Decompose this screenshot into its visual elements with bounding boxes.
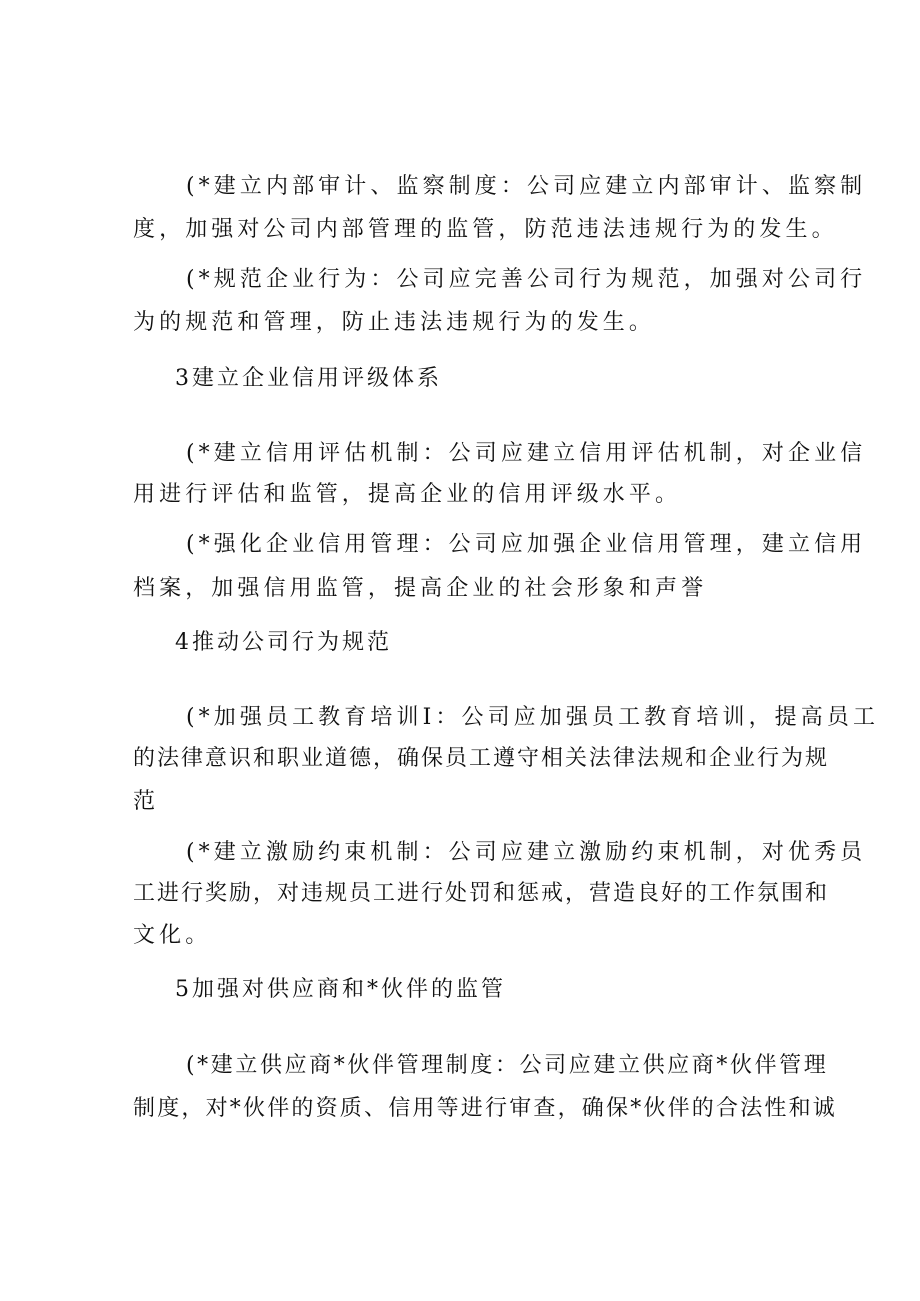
- section-heading: 4推动公司行为规范: [175, 630, 392, 655]
- paragraph-line: 的法律意识和职业道德，确保员工遵守相关法律法规和企业行为规: [133, 746, 830, 771]
- paragraph-line: 制度，对*伙伴的资质、信用等进行审查，确保*伙伴的合法性和诚: [133, 1096, 838, 1121]
- paragraph-line: (*建立激励约束机制：公司应建立激励约束机制，对优秀员: [186, 840, 867, 865]
- paragraph-line: (*规范企业行为：公司应完善公司行为规范，加强对公司行: [186, 267, 867, 292]
- paragraph-line: (*建立供应商*伙伴管理制度：公司应建立供应商*伙伴管理: [186, 1053, 829, 1078]
- paragraph-line: (*建立内部审计、监察制度：公司应建立内部审计、监察制: [186, 174, 867, 199]
- paragraph-line: 范: [133, 789, 160, 814]
- paragraph-line: 用进行评估和监管，提高企业的信用评级水平。: [133, 482, 682, 507]
- paragraph-line: 为的规范和管理，防止违法违规行为的发生。: [133, 310, 656, 335]
- paragraph-line: (*加强员工教育培训I：公司应加强员工教育培训，提高员工: [186, 705, 880, 730]
- paragraph-line: 档案，加强信用监管，提高企业的社会形象和声誉: [133, 576, 708, 601]
- section-heading: 3建立企业信用评级体系: [175, 366, 442, 391]
- paragraph-line: (*强化企业信用管理：公司应加强企业信用管理，建立信用: [186, 532, 867, 557]
- paragraph-line: 度，加强对公司内部管理的监管，防范违法违规行为的发生。: [133, 217, 838, 242]
- section-heading: 5加强对供应商和*伙伴的监管: [175, 977, 506, 1002]
- paragraph-line: 文化。: [133, 923, 212, 948]
- paragraph-line: (*建立信用评估机制：公司应建立信用评估机制，对企业信: [186, 441, 867, 466]
- paragraph-line: 工进行奖励，对违规员工进行处罚和惩戒，营造良好的工作氛围和: [133, 881, 830, 906]
